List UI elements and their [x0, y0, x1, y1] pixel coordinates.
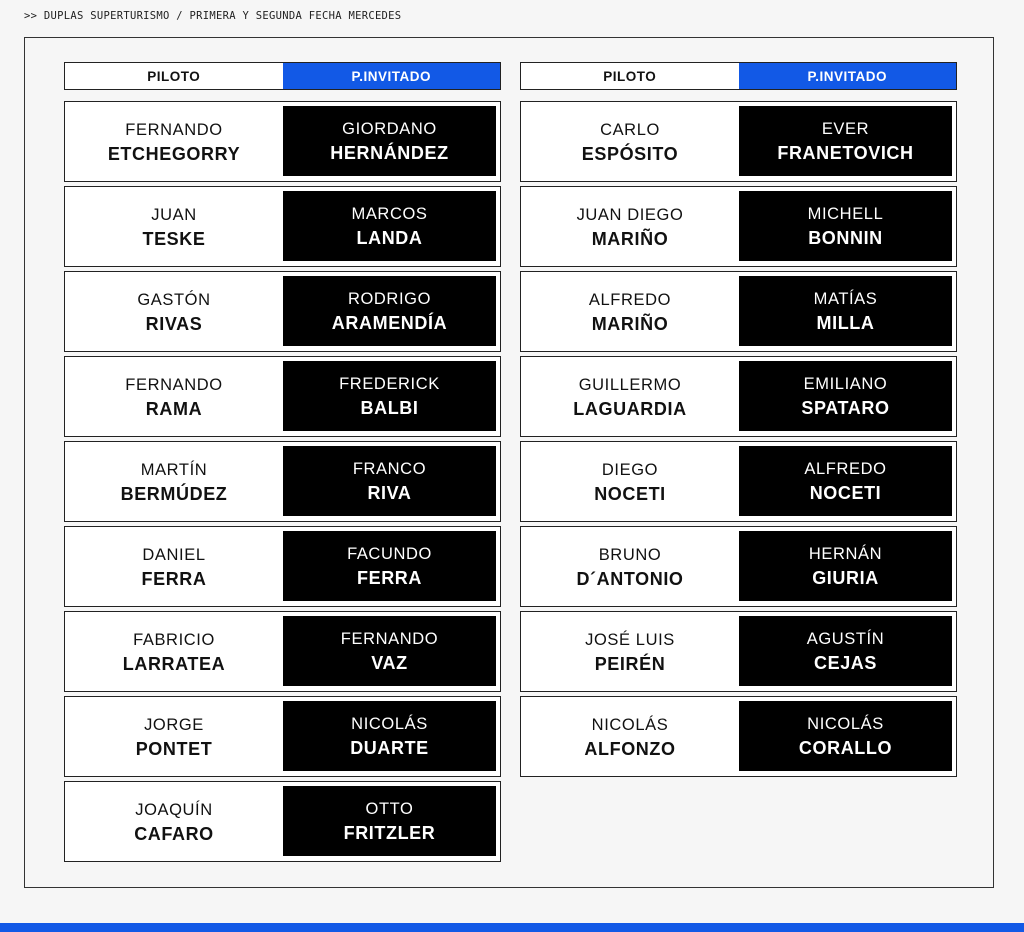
guest-first-name: FERNANDO	[340, 630, 439, 648]
pair-row	[64, 696, 501, 777]
pilot-first-name: FABRICIO	[133, 630, 215, 649]
pilot-cell	[521, 527, 739, 606]
pilot-cell	[521, 697, 739, 776]
pilot-cell	[65, 357, 283, 436]
pilot-cell	[65, 442, 283, 521]
pair-row	[64, 526, 501, 607]
guest-cell	[739, 531, 952, 601]
pilot-first-name: BRUNO	[598, 545, 662, 564]
pair-row	[520, 526, 957, 607]
guest-last-name: FRITZLER	[343, 823, 436, 843]
guest-cell	[739, 616, 952, 686]
guest-header: P.INVITADO	[739, 63, 957, 89]
guest-last-name: SPATARO	[801, 398, 890, 418]
pilot-cell	[521, 442, 739, 521]
guest-first-name: MATÍAS	[813, 290, 878, 308]
pilot-last-name: PEIRÉN	[594, 653, 666, 674]
guest-cell	[283, 531, 496, 601]
guest-last-name: GIURIA	[812, 568, 879, 588]
pilot-first-name: GASTÓN	[137, 290, 211, 309]
guest-cell	[283, 276, 496, 346]
guest-last-name: NOCETI	[809, 483, 882, 503]
pair-row	[64, 441, 501, 522]
guest-last-name: RIVA	[367, 483, 412, 503]
pilot-last-name: CAFARO	[134, 823, 214, 844]
pilot-last-name: RIVAS	[145, 313, 203, 334]
pilot-cell	[65, 272, 283, 351]
guest-last-name: MILLA	[816, 313, 875, 333]
right-table-header	[520, 62, 957, 90]
pilot-first-name: DIEGO	[601, 460, 659, 479]
guest-last-name: LANDA	[356, 228, 423, 248]
pilot-cell	[65, 782, 283, 861]
guest-first-name: NICOLÁS	[807, 715, 884, 733]
bottom-accent-bar	[0, 923, 1024, 932]
guest-cell	[283, 106, 496, 176]
pilot-last-name: PONTET	[135, 738, 213, 759]
pilot-last-name: BERMÚDEZ	[120, 483, 228, 504]
guest-last-name: VAZ	[371, 653, 408, 673]
pilot-first-name: JUAN DIEGO	[576, 205, 684, 224]
pilot-last-name: LARRATEA	[122, 653, 226, 674]
guest-first-name: HERNÁN	[808, 545, 883, 563]
guest-first-name: MARCOS	[351, 205, 428, 223]
pilot-last-name: LAGUARDIA	[573, 398, 687, 419]
breadcrumb: >> DUPLAS SUPERTURISMO / PRIMERA Y SEGUNDA FECHA MERCEDES	[24, 10, 402, 22]
pilot-cell	[65, 697, 283, 776]
pair-row	[64, 611, 501, 692]
left-pairs-list	[64, 101, 501, 862]
pair-row	[64, 186, 501, 267]
pilot-first-name: FERNANDO	[125, 120, 223, 139]
guest-first-name: FREDERICK	[339, 375, 440, 393]
pilot-first-name: CARLO	[600, 120, 660, 139]
pair-row	[64, 356, 501, 437]
guest-cell	[739, 191, 952, 261]
pilot-last-name: ETCHEGORRY	[107, 143, 241, 164]
guest-header: P.INVITADO	[283, 63, 501, 89]
pilot-first-name: JOSÉ LUIS	[585, 630, 675, 649]
pilot-last-name: TESKE	[142, 228, 206, 249]
pilot-first-name: JORGE	[144, 715, 204, 734]
pilot-last-name: D´ANTONIO	[576, 568, 684, 589]
pilot-first-name: JUAN	[151, 205, 197, 224]
pair-row	[520, 356, 957, 437]
guest-first-name: FRANCO	[352, 460, 427, 478]
guest-cell	[283, 361, 496, 431]
pair-row	[520, 696, 957, 777]
pilot-first-name: JOAQUÍN	[135, 800, 213, 819]
guest-last-name: ARAMENDÍA	[331, 313, 448, 333]
pilot-cell	[521, 272, 739, 351]
left-column	[64, 62, 501, 866]
right-pairs-list	[520, 101, 957, 777]
guest-cell	[283, 616, 496, 686]
pilot-first-name: MARTÍN	[140, 460, 208, 479]
guest-first-name: MICHELL	[807, 205, 884, 223]
pilot-cell	[65, 612, 283, 691]
guest-first-name: AGUSTÍN	[806, 630, 885, 648]
guest-last-name: FRANETOVICH	[777, 143, 914, 163]
guest-cell	[739, 446, 952, 516]
pilot-cell	[521, 612, 739, 691]
guest-cell	[739, 276, 952, 346]
pilot-last-name: MARIÑO	[591, 313, 669, 334]
pilot-cell	[521, 357, 739, 436]
right-column	[520, 62, 957, 781]
guest-first-name: OTTO	[365, 800, 414, 818]
guest-last-name: HERNÁNDEZ	[330, 143, 449, 163]
guest-first-name: RODRIGO	[347, 290, 432, 308]
pair-row	[64, 101, 501, 182]
guest-cell	[739, 701, 952, 771]
pilot-cell	[65, 527, 283, 606]
pair-row	[520, 186, 957, 267]
pilot-cell	[521, 187, 739, 266]
pair-row	[64, 781, 501, 862]
guest-last-name: FERRA	[357, 568, 422, 588]
guest-cell	[283, 446, 496, 516]
pair-row	[520, 271, 957, 352]
guest-first-name: EMILIANO	[803, 375, 888, 393]
pilot-first-name: ALFREDO	[588, 290, 672, 309]
pilot-last-name: FERRA	[141, 568, 207, 589]
pilot-header: PILOTO	[603, 68, 657, 84]
pilot-last-name: ALFONZO	[584, 738, 676, 759]
guest-first-name: FACUNDO	[347, 545, 432, 563]
pilot-last-name: MARIÑO	[591, 228, 669, 249]
guest-cell	[283, 191, 496, 261]
pilot-cell	[65, 187, 283, 266]
pilot-header: PILOTO	[147, 68, 201, 84]
pilot-cell	[65, 102, 283, 181]
pair-row	[520, 611, 957, 692]
guest-last-name: BONNIN	[808, 228, 883, 248]
guest-first-name: GIORDANO	[342, 120, 437, 138]
pilot-last-name: RAMA	[145, 398, 203, 419]
guest-cell	[739, 361, 952, 431]
pilot-first-name: NICOLÁS	[591, 715, 669, 734]
guest-last-name: DUARTE	[350, 738, 429, 758]
guest-first-name: ALFREDO	[804, 460, 887, 478]
pilot-first-name: FERNANDO	[125, 375, 223, 394]
guest-cell	[283, 786, 496, 856]
guest-last-name: CEJAS	[813, 653, 878, 673]
pilot-first-name: DANIEL	[142, 545, 206, 564]
pair-row	[520, 101, 957, 182]
guest-cell	[739, 106, 952, 176]
guest-last-name: BALBI	[360, 398, 419, 418]
guest-last-name: CORALLO	[798, 738, 893, 758]
guest-first-name: NICOLÁS	[351, 715, 428, 733]
pair-row	[520, 441, 957, 522]
pilot-cell	[521, 102, 739, 181]
pilot-first-name: GUILLERMO	[578, 375, 682, 394]
left-table-header	[64, 62, 501, 90]
pair-row	[64, 271, 501, 352]
pilot-last-name: ESPÓSITO	[581, 143, 679, 164]
guest-cell	[283, 701, 496, 771]
guest-first-name: EVER	[821, 120, 870, 138]
pilot-last-name: NOCETI	[594, 483, 666, 504]
